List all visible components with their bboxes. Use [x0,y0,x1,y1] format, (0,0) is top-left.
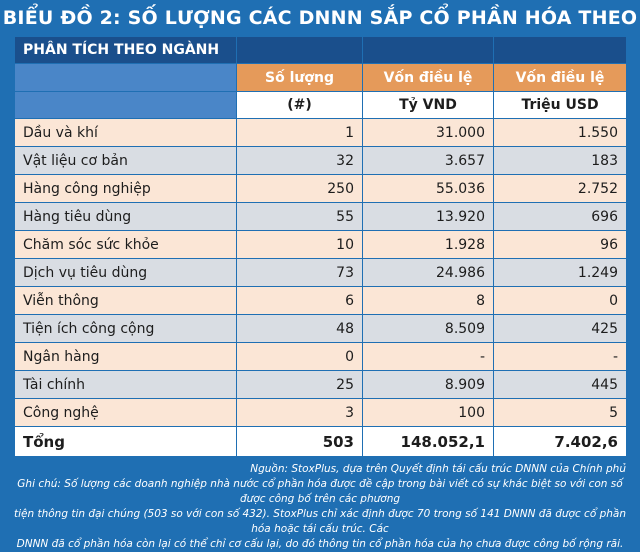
section-blank [363,37,494,64]
sector-capital-vnd: 55.036 [363,175,494,203]
table-row [15,259,627,287]
table-row [15,399,627,427]
sector-capital-vnd: 8.909 [363,371,494,399]
table-row [15,287,627,315]
note-line-3: DNNN đã cổ phần hóa còn lại có thể chỉ cơ cấu lại, do đó thông tin cổ phần hóa của họ chưa được công bố rộng rãi. [16,538,624,550]
sector-capital-usd: 2.752 [494,175,627,203]
sector-name: Dầu và khí [15,119,237,147]
section-blank [237,37,363,64]
sector-capital-vnd: 8.509 [363,315,494,343]
sector-name: Hàng công nghiệp [15,175,237,203]
sector-capital-usd: - [494,343,627,371]
sector-name: Chăm sóc sức khỏe [15,231,237,259]
table-row [15,231,627,259]
sector-name: Hàng tiêu dùng [15,203,237,231]
sector-capital-usd: 183 [494,147,627,175]
note-line-1: Ghi chú: Số lượng các doanh nghiệp nhà nước cổ phần hóa được đề cập trong bài viết có sự khác biệt so với con số được công bố trên các phương [17,478,623,505]
table-row [15,147,627,175]
unit-count: (#) [237,92,363,119]
sector-capital-vnd: 1.928 [363,231,494,259]
table-row [15,175,627,203]
chart-title: BIỂU ĐỒ 2: SỐ LƯỢNG CÁC DNNN SẮP CỔ PHẦN HÓA THEO [2,7,638,29]
sector-name: Công nghệ [15,399,237,427]
column-header-row [15,64,627,92]
sector-capital-usd: 1.550 [494,119,627,147]
header-count: Số lượng [237,64,363,92]
sector-count: 0 [237,343,363,371]
sector-count: 73 [237,259,363,287]
total-capital-usd: 7.402,6 [494,427,627,457]
section-blank [494,37,627,64]
sector-capital-vnd: 24.986 [363,259,494,287]
sector-capital-vnd: 3.657 [363,147,494,175]
sector-capital-usd: 696 [494,203,627,231]
total-label: Tổng [15,427,237,457]
sector-capital-usd: 445 [494,371,627,399]
source-note: Nguồn: StoxPlus, dựa trên Quyết định tái cấu trúc DNNN của Chính phủ [250,463,626,475]
sector-capital-usd: 425 [494,315,627,343]
sector-count: 10 [237,231,363,259]
sector-capital-usd: 0 [494,287,627,315]
header-blank [15,92,237,119]
sector-count: 1 [237,119,363,147]
sector-name: Tiện ích công cộng [15,315,237,343]
sector-count: 48 [237,315,363,343]
sector-name: Tài chính [15,371,237,399]
sector-count: 32 [237,147,363,175]
sector-capital-vnd: 100 [363,399,494,427]
unit-vnd: Tỷ VND [363,92,494,119]
section-label: PHÂN TÍCH THEO NGÀNH [15,37,237,64]
table-row [15,203,627,231]
sector-capital-usd: 5 [494,399,627,427]
header-capital-vnd: Vốn điều lệ [363,64,494,92]
table-row [15,119,627,147]
sector-capital-vnd: 31.000 [363,119,494,147]
sector-count: 3 [237,399,363,427]
table-row [15,371,627,399]
total-capital-vnd: 148.052,1 [363,427,494,457]
sector-name: Viễn thông [15,287,237,315]
sector-capital-usd: 1.249 [494,259,627,287]
sector-count: 55 [237,203,363,231]
table-row [15,315,627,343]
total-row [15,427,627,457]
sector-table [14,36,627,457]
sector-capital-vnd: 8 [363,287,494,315]
unit-header-row [15,92,627,119]
table-row [15,343,627,371]
note-line-2: tiện thông tin đại chúng (503 so với con số 432). StoxPlus chỉ xác định được 70 trong số 141 DNNN đã được cổ phần hóa hoặc tái cấu trúc. Các [14,508,626,535]
sector-capital-vnd: - [363,343,494,371]
total-count: 503 [237,427,363,457]
sector-name: Dịch vụ tiêu dùng [15,259,237,287]
sector-name: Vật liệu cơ bản [15,147,237,175]
header-capital-usd: Vốn điều lệ [494,64,627,92]
sector-name: Ngân hàng [15,343,237,371]
sector-count: 250 [237,175,363,203]
header-blank [15,64,237,92]
sector-count: 6 [237,287,363,315]
sector-capital-vnd: 13.920 [363,203,494,231]
sector-table-container [14,36,626,457]
unit-usd: Triệu USD [494,92,627,119]
section-header-row [15,37,627,64]
sector-count: 25 [237,371,363,399]
sector-capital-usd: 96 [494,231,627,259]
